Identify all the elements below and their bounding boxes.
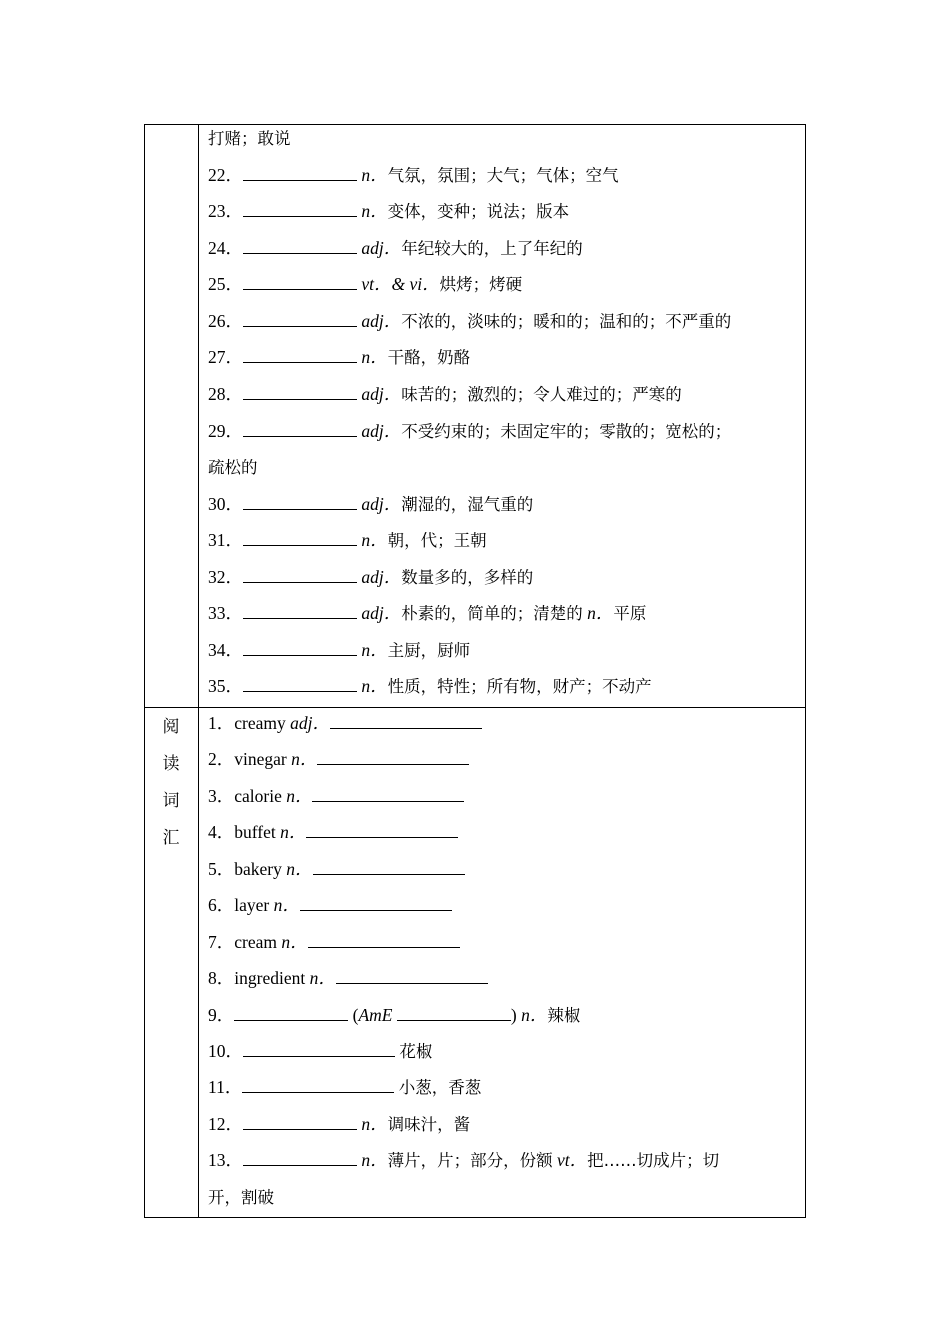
vocab-item bbox=[208, 237, 583, 260]
vocab-item bbox=[208, 675, 652, 698]
part-of-speech: n． bbox=[361, 1114, 388, 1134]
part-of-speech: adj． bbox=[361, 421, 402, 441]
item-number: 11． bbox=[208, 1077, 243, 1097]
part-of-speech: n． bbox=[521, 1005, 548, 1025]
answer-blank[interactable] bbox=[243, 200, 357, 217]
word: vinegar bbox=[234, 749, 287, 769]
vocab-item bbox=[208, 310, 731, 333]
part-of-speech: n． bbox=[587, 603, 614, 623]
reading-item bbox=[208, 821, 458, 843]
item-number: 32． bbox=[208, 567, 243, 587]
vocab-item bbox=[208, 273, 522, 296]
reading-item bbox=[208, 1149, 719, 1172]
item-number: 30． bbox=[208, 494, 243, 514]
item-number: 27． bbox=[208, 347, 243, 367]
item-number: 4． bbox=[208, 822, 235, 842]
word: calorie bbox=[234, 786, 282, 806]
part-of-speech: adj． bbox=[361, 311, 402, 331]
word: ingredient bbox=[234, 968, 306, 988]
section-label-char: 读 bbox=[162, 754, 180, 774]
vocab-item bbox=[208, 493, 533, 516]
meaning: 辣椒 bbox=[547, 1006, 581, 1025]
part-of-speech: n． bbox=[361, 640, 388, 660]
part-of-speech: adj． bbox=[290, 713, 330, 733]
item-number: 22． bbox=[208, 165, 243, 185]
part-of-speech: vt．& vi． bbox=[361, 274, 440, 294]
answer-blank[interactable] bbox=[243, 310, 357, 327]
part-of-speech: adj． bbox=[361, 567, 402, 587]
answer-blank[interactable] bbox=[234, 1004, 348, 1021]
word: layer bbox=[234, 895, 270, 915]
vocab-item bbox=[208, 200, 569, 223]
vocab-item bbox=[208, 420, 731, 443]
meaning: 气氛，氛围；大气；气体；空气 bbox=[387, 166, 619, 185]
item-number: 25． bbox=[208, 274, 243, 294]
part-of-speech: vt． bbox=[557, 1150, 588, 1170]
item-number: 13． bbox=[208, 1150, 243, 1170]
answer-blank[interactable] bbox=[243, 675, 357, 692]
vocab-item bbox=[208, 346, 470, 369]
item-number: 35． bbox=[208, 676, 243, 696]
item-number: 23． bbox=[208, 201, 243, 221]
part-of-speech: n． bbox=[361, 676, 388, 696]
part-of-speech: n． bbox=[361, 1150, 388, 1170]
word: creamy bbox=[234, 713, 286, 733]
part-of-speech: n． bbox=[361, 165, 388, 185]
answer-blank[interactable] bbox=[243, 383, 357, 400]
reading-item bbox=[208, 785, 464, 807]
reading-item bbox=[208, 712, 482, 734]
meaning: 朝，代；王朝 bbox=[387, 531, 487, 550]
part-of-speech: n． bbox=[286, 786, 313, 806]
meaning: 性质，特性；所有物，财产；不动产 bbox=[387, 677, 652, 696]
part-of-speech: adj． bbox=[361, 384, 402, 404]
reading-item bbox=[208, 1040, 432, 1063]
meaning: 平原 bbox=[613, 604, 647, 623]
section-label-char: 词 bbox=[162, 791, 180, 811]
column-divider bbox=[198, 124, 199, 1218]
vocab-item bbox=[208, 383, 682, 406]
paren-close: ) bbox=[510, 1005, 517, 1025]
part-of-speech: n． bbox=[361, 530, 388, 550]
answer-blank[interactable] bbox=[243, 420, 357, 437]
reading-item bbox=[208, 1076, 481, 1099]
item-number: 9． bbox=[208, 1005, 235, 1025]
meaning-wrap: 疏松的 bbox=[208, 458, 258, 477]
answer-blank[interactable] bbox=[243, 493, 357, 510]
item-number: 8． bbox=[208, 968, 235, 988]
answer-blank[interactable] bbox=[243, 529, 357, 546]
answer-blank[interactable] bbox=[330, 712, 482, 729]
section-label-char: 汇 bbox=[162, 828, 180, 848]
item-number: 6． bbox=[208, 895, 235, 915]
meaning: 调味汁，酱 bbox=[387, 1115, 471, 1134]
vocab-item bbox=[208, 164, 619, 187]
meaning: 把……切成片；切 bbox=[587, 1151, 720, 1170]
item-number: 2． bbox=[208, 749, 235, 769]
ame-label: AmE bbox=[358, 1005, 393, 1025]
part-of-speech: adj． bbox=[361, 603, 402, 623]
meaning: 小葱，香葱 bbox=[398, 1078, 482, 1097]
part-of-speech: n． bbox=[361, 347, 388, 367]
meaning: 主厨，厨师 bbox=[387, 641, 471, 660]
answer-blank[interactable] bbox=[243, 602, 357, 619]
answer-blank[interactable] bbox=[308, 931, 460, 948]
item-number: 29． bbox=[208, 421, 243, 441]
reading-item bbox=[208, 858, 465, 880]
answer-blank[interactable] bbox=[243, 237, 357, 254]
item-number: 34． bbox=[208, 640, 243, 660]
item-number: 5． bbox=[208, 859, 235, 879]
item-number: 3． bbox=[208, 786, 235, 806]
item-number: 1． bbox=[208, 713, 235, 733]
item-number: 24． bbox=[208, 238, 243, 258]
answer-blank[interactable] bbox=[242, 1076, 394, 1093]
item-number: 12． bbox=[208, 1114, 243, 1134]
vocab-item bbox=[208, 529, 487, 552]
answer-blank[interactable] bbox=[336, 967, 488, 984]
answer-blank[interactable] bbox=[243, 1040, 395, 1057]
meaning-wrap: 开，割破 bbox=[208, 1188, 274, 1207]
meaning: 味苦的；激烈的；令人难过的；严寒的 bbox=[401, 385, 682, 404]
meaning: 薄片，片；部分，份额 bbox=[387, 1151, 553, 1170]
part-of-speech: n． bbox=[309, 968, 336, 988]
meaning: 朴素的，简单的；清楚的 bbox=[401, 604, 583, 623]
item-number: 10． bbox=[208, 1041, 243, 1061]
answer-blank[interactable] bbox=[312, 785, 464, 802]
word: cream bbox=[234, 932, 277, 952]
reading-item bbox=[208, 967, 488, 989]
reading-item bbox=[208, 894, 452, 916]
meaning: 干酪，奶酪 bbox=[387, 348, 471, 367]
part-of-speech: n． bbox=[361, 201, 388, 221]
part-of-speech: n． bbox=[280, 822, 307, 842]
part-of-speech: n． bbox=[286, 859, 313, 879]
part-of-speech: n． bbox=[291, 749, 318, 769]
meaning: 花椒 bbox=[399, 1042, 433, 1061]
meaning: 变体，变种；说法；版本 bbox=[387, 202, 570, 221]
continuation-text: 打赌；敢说 bbox=[208, 129, 291, 148]
answer-blank[interactable] bbox=[313, 858, 465, 875]
meaning: 潮湿的，湿气重的 bbox=[401, 495, 534, 514]
meaning: 烘烤；烤硬 bbox=[439, 275, 523, 294]
item-number: 26． bbox=[208, 311, 243, 331]
answer-blank[interactable] bbox=[243, 566, 357, 583]
answer-blank[interactable] bbox=[243, 346, 357, 363]
reading-item bbox=[208, 1113, 470, 1136]
answer-blank[interactable] bbox=[243, 1149, 357, 1166]
row-divider bbox=[144, 707, 806, 708]
reading-item bbox=[208, 1004, 580, 1027]
answer-blank[interactable] bbox=[243, 639, 357, 656]
vocab-item bbox=[208, 639, 470, 662]
item-number: 28． bbox=[208, 384, 243, 404]
part-of-speech: adj． bbox=[361, 238, 402, 258]
item-number: 33． bbox=[208, 603, 243, 623]
answer-blank[interactable] bbox=[306, 821, 458, 838]
answer-blank[interactable] bbox=[243, 1113, 357, 1130]
answer-blank[interactable] bbox=[243, 273, 357, 290]
part-of-speech: adj． bbox=[361, 494, 402, 514]
item-number: 7． bbox=[208, 932, 235, 952]
answer-blank[interactable] bbox=[300, 894, 452, 911]
reading-item bbox=[208, 931, 460, 953]
vocab-item bbox=[208, 566, 533, 589]
word: buffet bbox=[234, 822, 276, 842]
part-of-speech: n． bbox=[273, 895, 300, 915]
answer-blank[interactable] bbox=[317, 748, 469, 765]
word: bakery bbox=[234, 859, 282, 879]
meaning: 不浓的，淡味的；暖和的；温和的；不严重的 bbox=[401, 312, 732, 331]
answer-blank[interactable] bbox=[243, 164, 357, 181]
paren-open: ( bbox=[352, 1005, 359, 1025]
section-label-char: 阅 bbox=[162, 717, 180, 737]
item-number: 31． bbox=[208, 530, 243, 550]
meaning: 数量多的，多样的 bbox=[401, 568, 534, 587]
vocab-item bbox=[208, 602, 646, 625]
reading-item bbox=[208, 748, 469, 770]
meaning: 年纪较大的，上了年纪的 bbox=[401, 239, 583, 258]
meaning: 不受约束的；未固定牢的；零散的；宽松的； bbox=[401, 422, 732, 441]
part-of-speech: n． bbox=[281, 932, 308, 952]
answer-blank[interactable] bbox=[397, 1004, 511, 1021]
